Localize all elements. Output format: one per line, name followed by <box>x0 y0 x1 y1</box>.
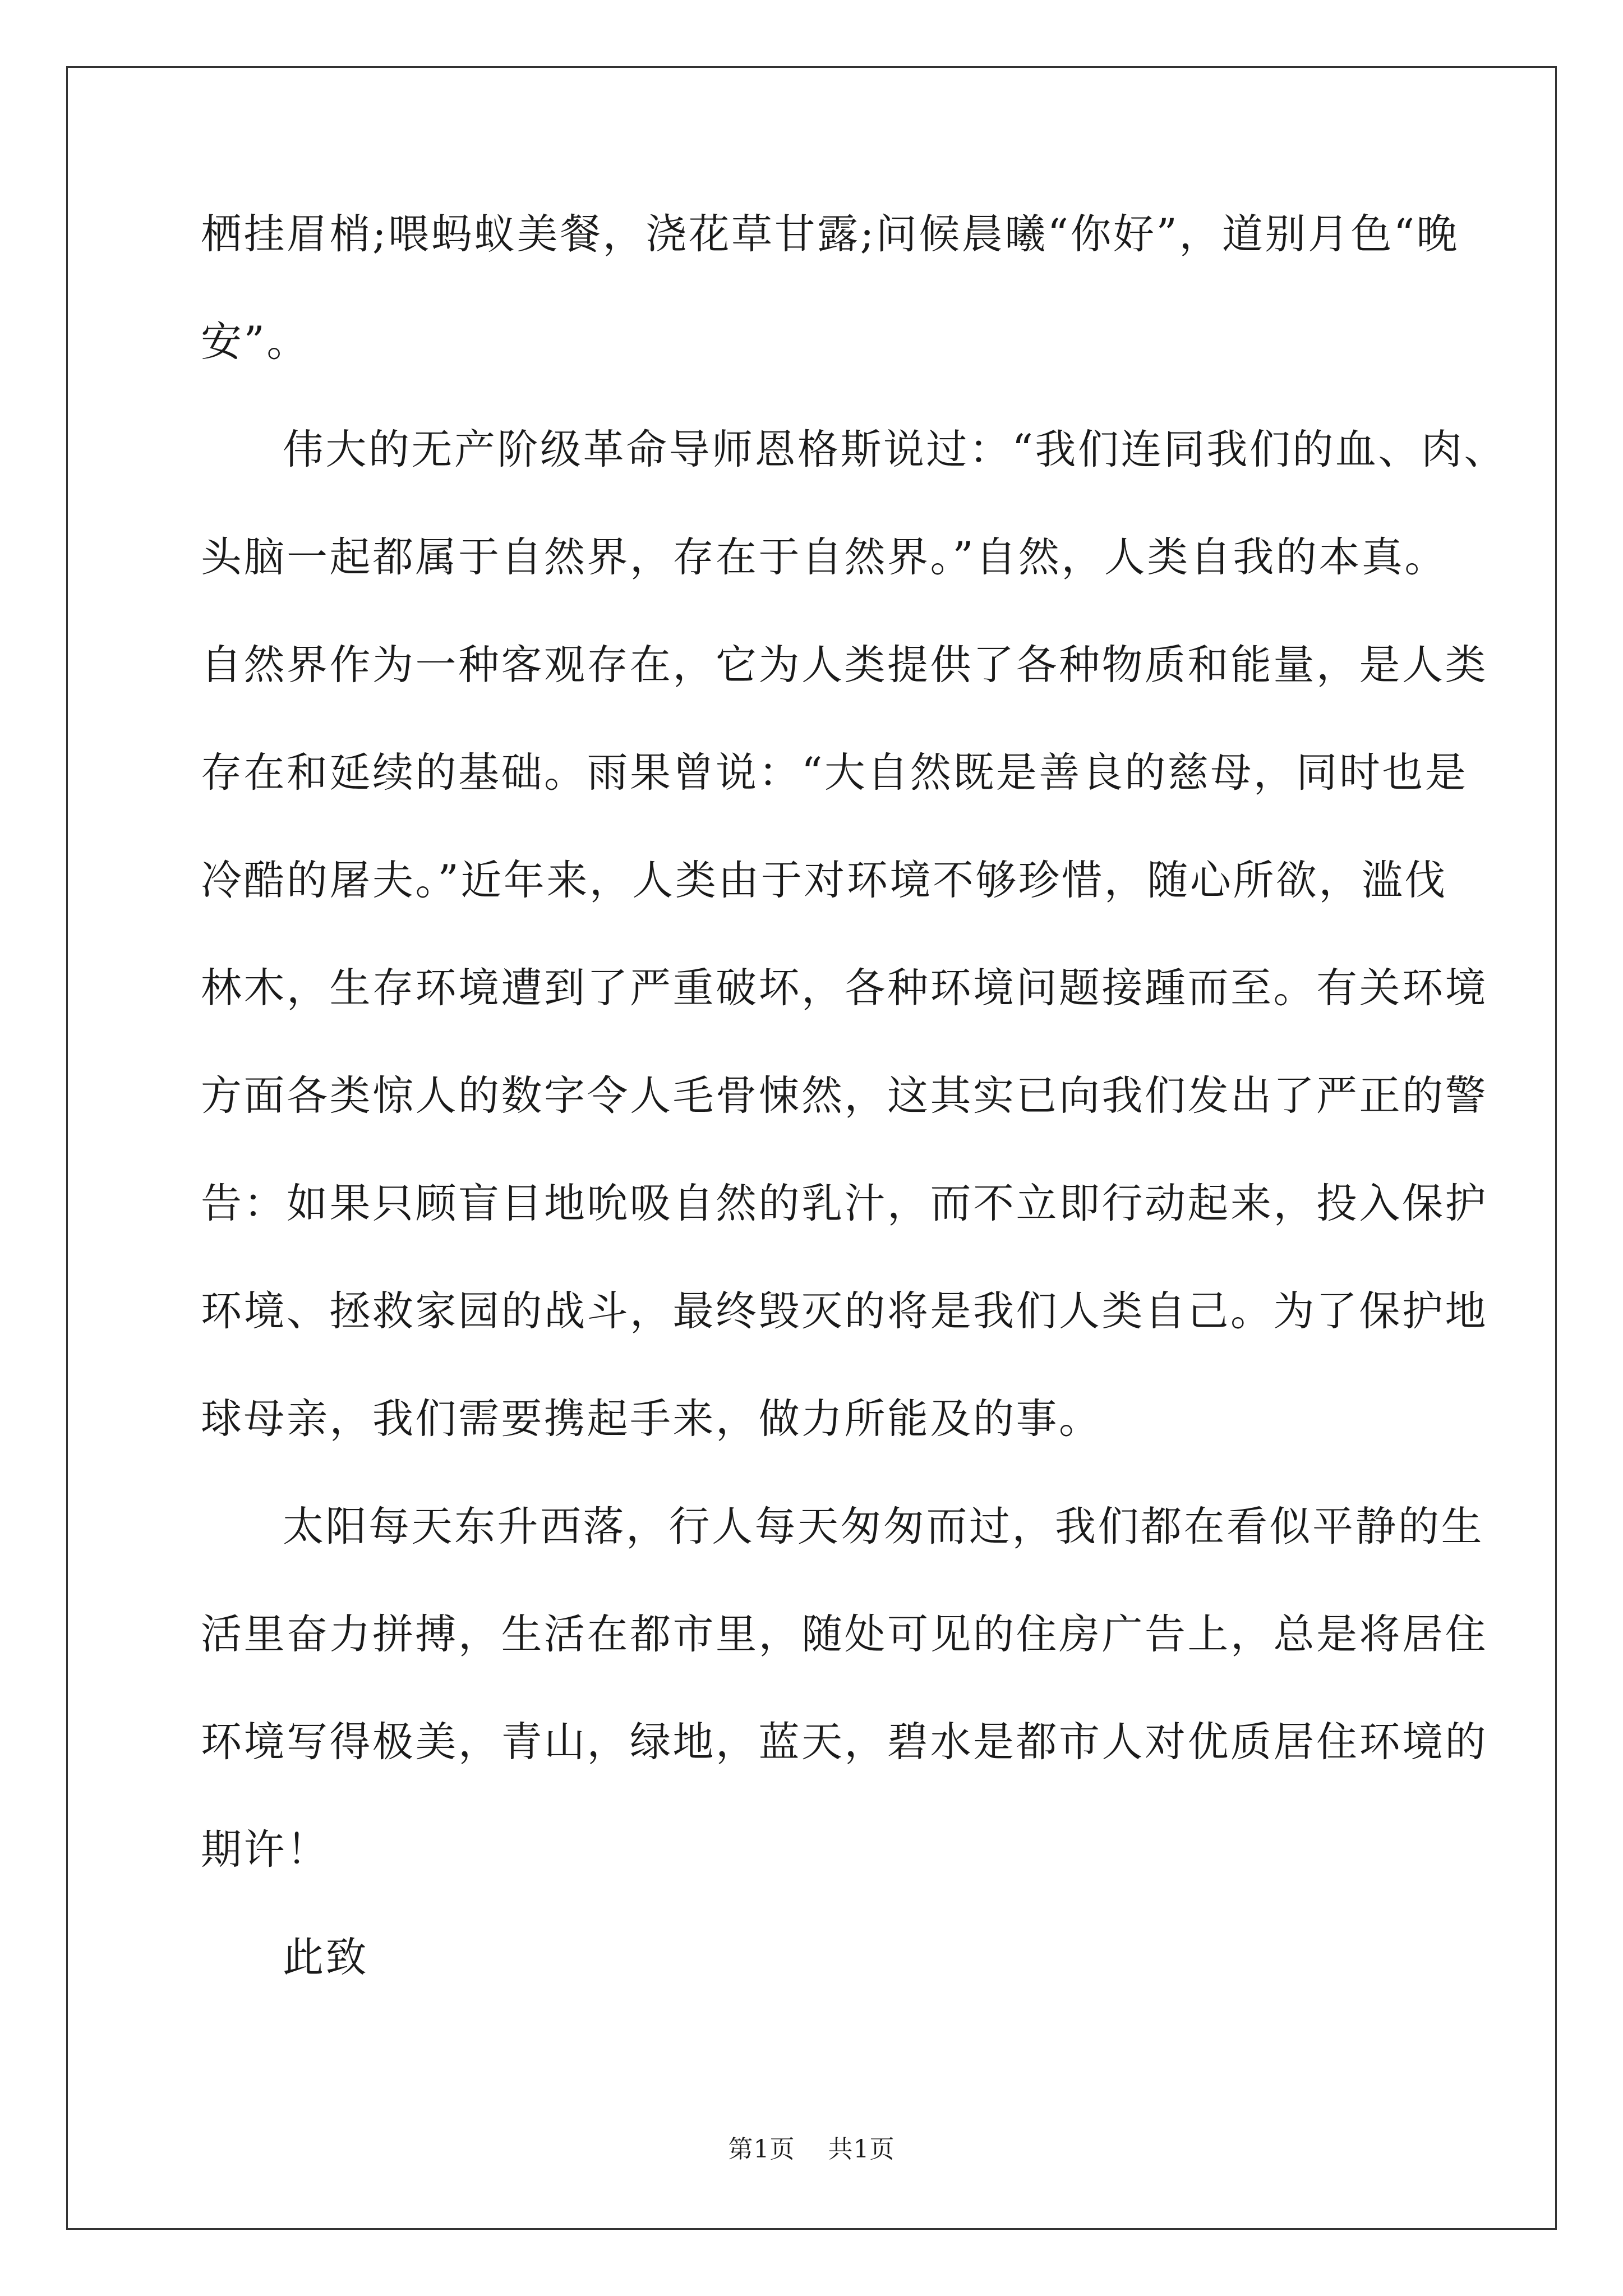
text-line: 存在和延续的基础。雨果曾说：“大自然既是善良的慈母，同时也是 <box>201 749 1468 797</box>
text-line: 安”。 <box>201 318 310 366</box>
text-line: 告：如果只顾盲目地吮吸自然的乳汁，而不立即行动起来，投入保护 <box>201 1180 1488 1227</box>
page-number: 第1页 <box>728 2135 795 2164</box>
text-line: 自然界作为一种客观存在，它为人类提供了各种物质和能量，是人类 <box>201 641 1488 689</box>
page-footer <box>0 2129 1623 2165</box>
text-line: 活里奋力拼搏，生活在都市里，随处可见的住房广告上，总是将居住 <box>201 1611 1488 1658</box>
text-line: 太阳每天东升西落，行人每天匆匆而过，我们都在看似平静的生 <box>283 1503 1484 1550</box>
closing-line: 此致 <box>283 1934 368 1981</box>
text-line: 环境、拯救家园的战斗，最终毁灭的将是我们人类自己。为了保护地 <box>201 1287 1488 1335</box>
text-line: 方面各类惊人的数字令人毛骨悚然，这其实已向我们发出了严正的警 <box>201 1072 1488 1120</box>
text-line: 环境写得极美，青山，绿地，蓝天，碧水是都市人对优质居住环境的 <box>201 1718 1488 1766</box>
page-total: 共1页 <box>828 2135 895 2164</box>
document-body <box>201 208 1507 2039</box>
text-line: 球母亲，我们需要携起手来，做力所能及的事。 <box>201 1395 1102 1443</box>
text-line: 头脑一起都属于自然界，存在于自然界。”自然，人类自我的本真。 <box>201 533 1447 581</box>
text-line: 期许！ <box>201 1826 330 1874</box>
text-line: 林木，生存环境遭到了严重破坏，各种环境问题接踵而至。有关环境 <box>201 964 1488 1012</box>
text-line: 伟大的无产阶级革命导师恩格斯说过：“我们连同我们的血、肉、 <box>283 426 1507 473</box>
text-line: 冷酷的屠夫。”近年来，人类由于对环境不够珍惜，随心所欲，滥伐 <box>201 857 1447 904</box>
text-line: 栖挂眉梢;喂蚂蚁美餐，浇花草甘露;问候晨曦“你好”，道别月色“晚 <box>201 210 1460 258</box>
